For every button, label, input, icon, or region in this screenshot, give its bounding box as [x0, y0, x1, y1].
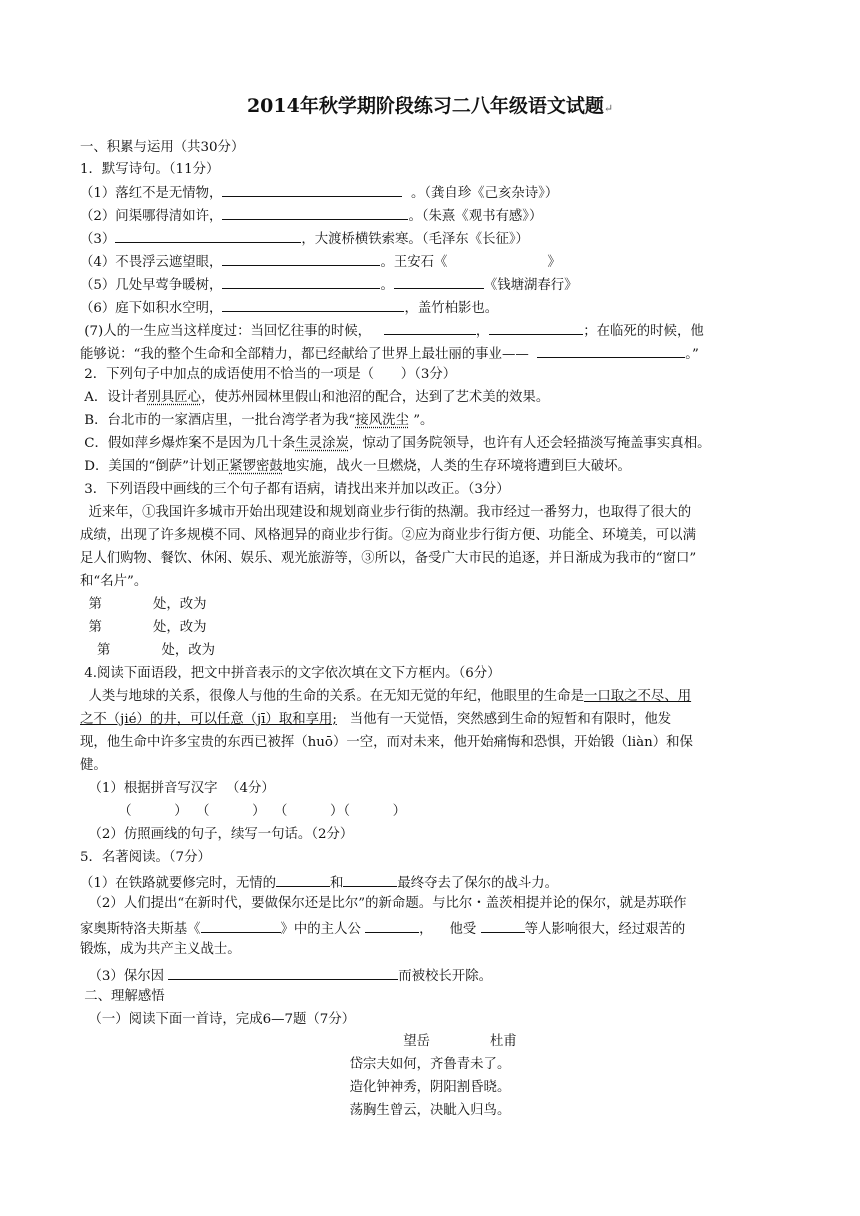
q4-paragraph-line: 人类与地球的关系，很像人与他的生命的关系。在无知无觉的年纪，他眼里的生命是一口取之不尽、用 — [80, 689, 692, 704]
q1-line-3: （3） ，大渡桥横铁索寒。（毛泽东《长征》） — [80, 229, 529, 248]
page-title: 2014年秋学期阶段练习二八年级语文试题↵ — [246, 95, 614, 117]
q3-paragraph-line: 和“名片”。 — [80, 574, 148, 589]
q1-line-1: （1）落红不是无情物， 。（龚自珍《己亥杂诗》） — [80, 183, 558, 202]
answer-blank[interactable] — [201, 919, 281, 933]
q4-heading: 4.阅读下面语段，把文中拼音表示的文字依次填在文下方框内。（6分） — [80, 666, 501, 681]
poem-line: 荡胸生曾云，决眦入归鸟。 — [349, 1103, 511, 1118]
answer-blank[interactable] — [537, 344, 685, 358]
q4-paragraph-line: 健。 — [80, 758, 107, 773]
q2-option-a: A．设计者别具匠心，使苏州园林里假山和池沼的配合，达到了艺术美的效果。 — [80, 390, 550, 405]
poem-title: 望岳 — [403, 1034, 430, 1049]
q1-line-2: （2）问渠哪得清如许， 。（朱熹《观书有感》） — [80, 206, 542, 225]
q5-line-2: （2）人们提出“在新时代，要做保尔还是比尔”的新命题。与比尔・盖茨相提并论的保尔，就是苏联作 — [80, 896, 687, 911]
q1-line-8: 能够说：“我的整个生命和全部精力，都已经献给了世界上最壮丽的事业—— 。” — [80, 344, 699, 363]
q5-line-3: 家奥斯特洛夫斯基《 》中的主人公 ， 他受 等人影响很大，经过艰苦的 — [80, 919, 685, 938]
q2-option-d: D．美国的“倒萨”计划正紧锣密鼓地实施，战火一旦燃烧，人类的生存环境将遭到巨大破坏。 — [80, 459, 631, 474]
answer-blank[interactable] — [489, 321, 583, 335]
q1-line-6: （6）庭下如积水空明， ，盖竹柏影也。 — [80, 298, 498, 317]
q3-fix-line[interactable]: 第 处，改为 — [80, 597, 207, 612]
q1-line-4: （4）不畏浮云遮望眼， 。王安石《 》 — [80, 252, 561, 271]
q1-heading: 1．默写诗句。（11分） — [80, 162, 220, 177]
q1-line-5: （5）几处早莺争暖树， 。 《钱塘湖春行》 — [80, 275, 578, 294]
q3-paragraph-line: 近来年，①我国许多城市开始出现建设和规划商业步行街的热潮。我市经过一番努力，也取得了很大的 — [80, 505, 692, 520]
q4-sub-2: （2）仿照画线的句子，续写一句话。（2分） — [80, 827, 354, 842]
q3-heading: 3．下列语段中画线的三个句子都有语病，请找出来并加以改正。（3分） — [80, 482, 510, 497]
section-1-heading: 一、积累与运用（共30分） — [80, 140, 245, 155]
subsection-1-heading: （一）阅读下面一首诗，完成6—7题（7分） — [80, 1012, 356, 1027]
q3-paragraph-line: 足人们购物、餐饮、休闲、娱乐、观光旅游等，③所以，备受广大市民的追逐，并日渐成为我市的“窗口” — [80, 551, 697, 566]
poem-heading — [0, 1034, 860, 1050]
answer-blank[interactable] — [276, 873, 330, 887]
poem-line: 岱宗夫如何，齐鲁青未了。 — [349, 1057, 511, 1072]
answer-blank[interactable] — [222, 275, 380, 289]
q4-paragraph-line: 之不（jié）的井，可以任意（jī）取和享用; 当他有一天觉悟，突然感到生命的短暂和有限时，他发 — [80, 712, 672, 727]
q5-heading: 5．名著阅读。（7分） — [80, 850, 211, 865]
poem-line: 造化钟神秀，阴阳割昏晓。 — [349, 1080, 511, 1095]
q5-line-5: （3）保尔因 而被校长开除。 — [80, 966, 492, 985]
q4-paragraph-line: 现，他生命中许多宝贵的东西已被挥（huō）一空，而对未来，他开始痛悔和恐惧，开始锻（liàn）和保 — [80, 735, 693, 750]
q2-option-c: C．假如萍乡爆炸案不是因为几十条生灵涂炭，惊动了国务院领导，也许有人还会轻描淡写掩盖事实真相。 — [80, 436, 711, 451]
q3-fix-line[interactable]: 第 处，改为 — [80, 643, 216, 658]
q5-line-4: 锻炼，成为共产主义战士。 — [80, 942, 241, 957]
answer-blank[interactable] — [222, 206, 408, 220]
q2-option-b: B．台北市的一家酒店里，一批台湾学者为我“接风洗尘 ”。 — [80, 413, 434, 428]
answer-blank[interactable] — [481, 919, 525, 933]
poem-author: 杜甫 — [490, 1034, 517, 1049]
answer-blank[interactable] — [343, 873, 397, 887]
q4-sub-1: （1）根据拼音写汉字 （4分） — [80, 781, 275, 796]
section-2-heading: 二、理解感悟 — [80, 989, 165, 1004]
answer-blank[interactable] — [222, 252, 380, 266]
answer-blank[interactable] — [115, 229, 301, 243]
answer-blank[interactable] — [394, 275, 484, 289]
answer-blank[interactable] — [384, 321, 476, 335]
q2-heading: 2．下列句子中加点的成语使用不恰当的一项是（ ）（3分） — [80, 367, 457, 382]
q5-line-1: （1）在铁路就要修完时，无情的 和 最终夺去了保尔的战斗力。 — [80, 873, 558, 892]
answer-blank[interactable] — [222, 183, 402, 197]
answer-blank[interactable] — [168, 966, 398, 980]
q4-answer-boxes[interactable]: （ ） （ ） （ ）（ ） — [80, 804, 407, 819]
answer-blank[interactable] — [222, 298, 404, 312]
q3-paragraph-line: 成绩，出现了许多规模不同、风格迥异的商业步行街。②应为商业步行街方便、功能全、环境美，可以满 — [80, 528, 696, 543]
q1-line-7: (7)人的一生应当这样度过：当回忆往事的时候， ， ；在临死的时候，他 — [80, 321, 704, 340]
answer-blank[interactable] — [365, 919, 419, 933]
q3-fix-line[interactable]: 第 处，改为 — [80, 620, 207, 635]
